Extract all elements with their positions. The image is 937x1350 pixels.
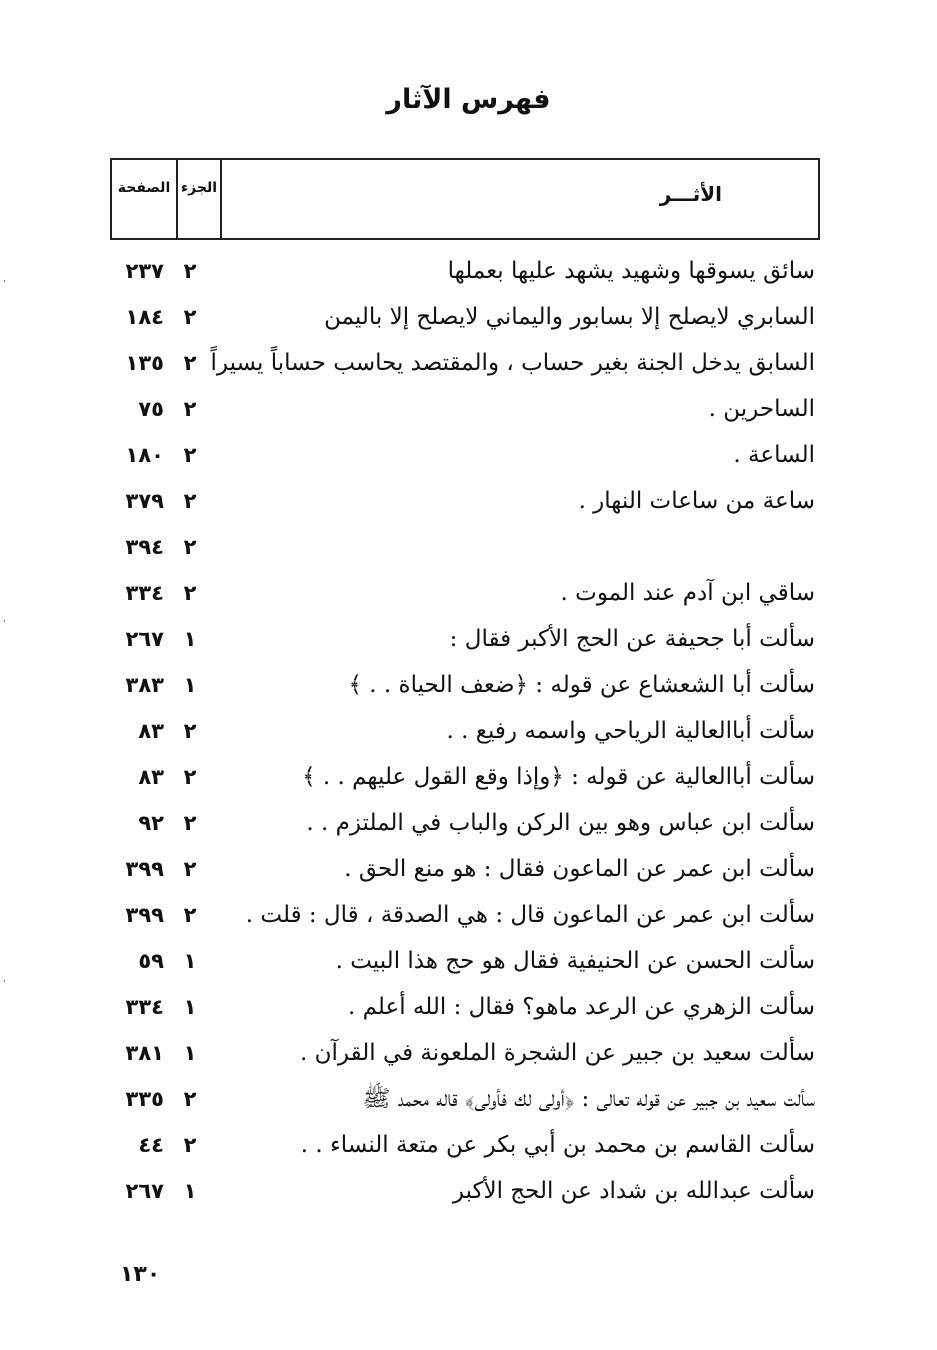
table-row [0, 942, 937, 988]
header-page: الصفحة [112, 160, 178, 238]
row-part: ١ [183, 1041, 197, 1065]
table-row [0, 1080, 937, 1126]
row-page: ٣٣٤ [125, 995, 164, 1019]
table-row [0, 666, 937, 712]
row-text: سألت سعيد بن جبير عن الشجرة الملعونة في القرآن . [300, 1040, 815, 1066]
table-rows [0, 252, 937, 1218]
row-part: ١ [183, 1179, 197, 1203]
table-row [0, 620, 937, 666]
table-row [0, 390, 937, 436]
table-row [0, 712, 937, 758]
row-part: ٢ [183, 857, 197, 881]
table-row [0, 758, 937, 804]
row-page: ٣٣٤ [125, 581, 164, 605]
row-part: ٢ [183, 535, 197, 559]
row-part: ١ [183, 995, 197, 1019]
table-row [0, 1172, 937, 1218]
row-text: سألت الحسن عن الحنيفية فقال هو حج هذا البيت . [335, 948, 815, 974]
table-row [0, 1126, 937, 1172]
row-text: سألت ابن عمر عن الماعون قال : هي الصدقة ، قال : قلت . [245, 902, 815, 928]
row-text: سألت ابن عباس وهو بين الركن والباب في الملتزم . . [306, 810, 815, 836]
row-part: ٢ [183, 811, 197, 835]
table-row [0, 528, 937, 574]
row-page: ٥٩ [138, 949, 164, 973]
row-text: ساقي ابن آدم عند الموت . [560, 580, 815, 606]
row-page: ٣٩٤ [125, 535, 164, 559]
table-row [0, 482, 937, 528]
row-page: ١٣٥ [125, 351, 164, 375]
row-part: ٢ [183, 719, 197, 743]
table-row [0, 896, 937, 942]
row-page: ٣٣٥ [125, 1087, 164, 1111]
page-title: فهرس الآثار [386, 84, 551, 115]
table-row [0, 574, 937, 620]
table-row [0, 1034, 937, 1080]
row-page: ٢٦٧ [125, 1179, 164, 1203]
table-row [0, 252, 937, 298]
row-text: سألت عبدالله بن شداد عن الحج الأكبر [452, 1178, 815, 1204]
row-page: ٧٥ [138, 397, 164, 421]
row-part: ٢ [183, 581, 197, 605]
table-row [0, 804, 937, 850]
row-text: سألت القاسم بن محمد بن أبي بكر عن متعة النساء . . [300, 1132, 815, 1158]
header-part: الجزء [178, 160, 222, 238]
row-page: ٣٩٩ [125, 857, 164, 881]
row-page: ١٨٤ [125, 305, 164, 329]
header-athar: الأثـــر [659, 182, 722, 206]
row-part: ١ [183, 949, 197, 973]
row-page: ٤٤ [138, 1133, 164, 1157]
row-part: ٢ [183, 489, 197, 513]
table-row [0, 298, 937, 344]
row-text: الساحرين . [708, 396, 815, 422]
row-part: ٢ [183, 351, 197, 375]
row-part: ٢ [183, 1133, 197, 1157]
row-page: ٣٨٣ [125, 673, 164, 697]
row-page: ١٨٠ [125, 443, 164, 467]
row-text: سائق يسوقها وشهيد يشهد عليها بعملها [447, 258, 815, 284]
row-text: سألت سعيد بن جبير عن قوله تعالى : ﴿أولى لك فأولى﴾ قاله محمد ﷺ [362, 1086, 815, 1112]
row-page: ٣٩٩ [125, 903, 164, 927]
row-text: سألت ابن عمر عن الماعون فقال : هو منع الحق . [344, 856, 815, 882]
row-text: السابري لايصلح إلا بسابور واليماني لايصلح إلا باليمن [324, 304, 815, 330]
row-page: ٨٣ [138, 719, 164, 743]
table-header [110, 158, 820, 240]
row-page: ٩٢ [138, 811, 164, 835]
row-page: ٨٣ [138, 765, 164, 789]
row-page: ٢٣٧ [125, 259, 164, 283]
row-part: ٢ [183, 443, 197, 467]
row-text: سألت أباالعالية الرياحي واسمه رفيع . . [446, 718, 815, 744]
row-part: ٢ [183, 259, 197, 283]
row-text: الساعة . [733, 442, 815, 468]
row-part: ٢ [183, 397, 197, 421]
scan-edge-mark [4, 620, 5, 622]
row-text: السابق يدخل الجنة بغير حساب ، والمقتصد يحاسب حساباً يسيراً [210, 350, 815, 376]
scan-edge-mark [4, 980, 5, 982]
row-text: سألت أبا الشعشاع عن قوله : ﴿ضعف الحياة . . ﴾ [348, 672, 815, 698]
scan-edge-mark [4, 280, 5, 282]
row-page: ٣٧٩ [125, 489, 164, 513]
table-row [0, 988, 937, 1034]
table-row [0, 344, 937, 390]
table-row [0, 850, 937, 896]
row-page: ٣٨١ [125, 1041, 164, 1065]
row-part: ٢ [183, 305, 197, 329]
row-part: ٢ [183, 903, 197, 927]
row-part: ٢ [183, 1087, 197, 1111]
row-part: ١ [183, 673, 197, 697]
row-part: ٢ [183, 765, 197, 789]
row-part: ١ [183, 627, 197, 651]
table-row [0, 436, 937, 482]
page-number: ١٣٠ [120, 1262, 161, 1287]
row-text: سألت الزهري عن الرعد ماهو؟ فقال : الله أعلم . [347, 994, 815, 1020]
row-text: ساعة من ساعات النهار . [578, 488, 815, 514]
row-text: سألت أباالعالية عن قوله : ﴿وإذا وقع القول عليهم . . ﴾ [302, 764, 815, 790]
row-page: ٢٦٧ [125, 627, 164, 651]
row-text: سألت أبا جحيفة عن الحج الأكبر فقال : [449, 626, 815, 652]
